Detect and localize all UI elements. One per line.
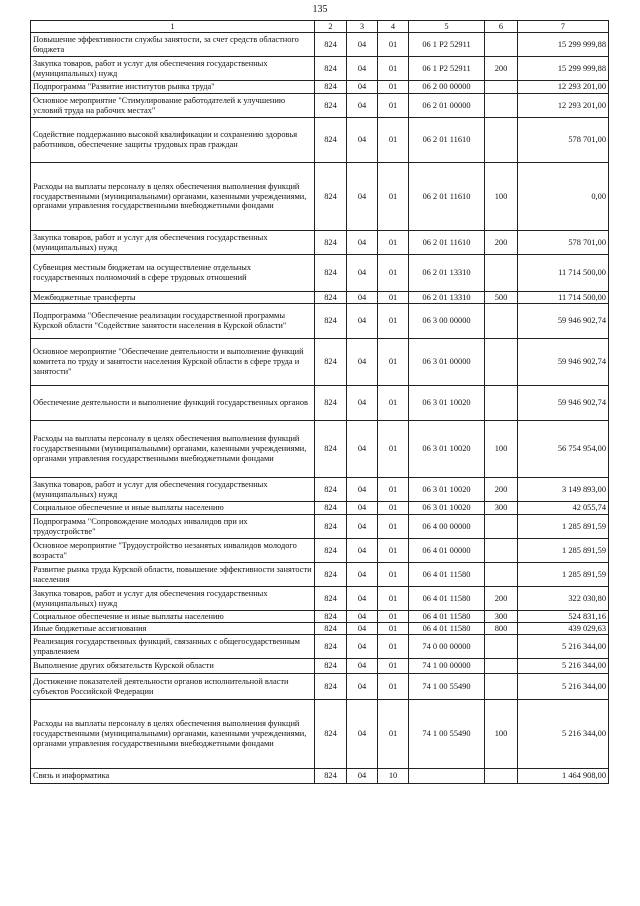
table-row	[31, 57, 609, 81]
expense-type-code	[485, 81, 518, 94]
expense-type-code: 100	[485, 421, 518, 478]
expense-type-code	[485, 339, 518, 386]
header-cell: 2	[315, 21, 347, 33]
expense-type-code: 200	[485, 231, 518, 255]
section-code: 04	[347, 57, 378, 81]
department-code: 824	[315, 515, 347, 539]
target-article-code: 06 2 01 13310	[409, 292, 485, 304]
section-code: 04	[347, 421, 378, 478]
table-row	[31, 231, 609, 255]
subsection-code: 01	[378, 700, 409, 769]
table-row	[31, 623, 609, 635]
expense-type-code	[485, 515, 518, 539]
section-code: 04	[347, 231, 378, 255]
header-cell: 3	[347, 21, 378, 33]
amount: 524 831,16	[518, 611, 609, 623]
department-code: 824	[315, 231, 347, 255]
table-row	[31, 635, 609, 659]
section-code: 04	[347, 700, 378, 769]
amount: 11 714 500,00	[518, 255, 609, 292]
amount: 12 293 201,00	[518, 81, 609, 94]
section-code: 04	[347, 292, 378, 304]
expense-name: Развитие рынка труда Курской области, повышение эффективности занятости населения	[31, 563, 315, 587]
amount: 1 285 891,59	[518, 563, 609, 587]
department-code: 824	[315, 478, 347, 502]
expense-name: Связь и информатика	[31, 769, 315, 784]
section-code: 04	[347, 255, 378, 292]
amount: 15 299 999,88	[518, 33, 609, 57]
subsection-code: 01	[378, 611, 409, 623]
amount: 1 285 891,59	[518, 539, 609, 563]
subsection-code: 01	[378, 623, 409, 635]
expense-type-code	[485, 659, 518, 674]
expense-type-code	[485, 769, 518, 784]
department-code: 824	[315, 611, 347, 623]
subsection-code: 01	[378, 674, 409, 700]
table-row	[31, 539, 609, 563]
target-article-code: 06 4 01 00000	[409, 539, 485, 563]
subsection-code: 01	[378, 478, 409, 502]
target-article-code: 06 2 01 11610	[409, 231, 485, 255]
expense-type-code: 300	[485, 611, 518, 623]
expense-name: Подпрограмма "Обеспечение реализации государственной программы Курской области "Содействие занятости населения в Курской области"	[31, 304, 315, 339]
target-article-code: 06 4 01 11580	[409, 587, 485, 611]
amount: 578 701,00	[518, 118, 609, 163]
header-cell: 7	[518, 21, 609, 33]
target-article-code: 06 3 00 00000	[409, 304, 485, 339]
section-code: 04	[347, 611, 378, 623]
expense-name: Основное мероприятие "Трудоустройство незанятых инвалидов молодого возраста"	[31, 539, 315, 563]
section-code: 04	[347, 33, 378, 57]
section-code: 04	[347, 623, 378, 635]
subsection-code: 01	[378, 163, 409, 231]
target-article-code: 06 2 01 00000	[409, 94, 485, 118]
subsection-code: 01	[378, 563, 409, 587]
section-code: 04	[347, 386, 378, 421]
section-code: 04	[347, 539, 378, 563]
amount: 56 754 954,00	[518, 421, 609, 478]
department-code: 824	[315, 33, 347, 57]
expense-name: Основное мероприятие "Стимулирование работодателей к улучшению условий труда на рабочих местах"	[31, 94, 315, 118]
subsection-code: 01	[378, 231, 409, 255]
target-article-code: 74 1 00 00000	[409, 659, 485, 674]
expense-type-code: 800	[485, 623, 518, 635]
department-code: 824	[315, 587, 347, 611]
subsection-code: 01	[378, 304, 409, 339]
table-row	[31, 674, 609, 700]
expense-name: Содействие поддержанию высокой квалификации и сохранению здоровья работников, обеспечение защиты трудовых прав граждан	[31, 118, 315, 163]
expense-type-code: 500	[485, 292, 518, 304]
section-code: 04	[347, 94, 378, 118]
table-row	[31, 421, 609, 478]
expense-name: Подпрограмма "Развитие институтов рынка труда"	[31, 81, 315, 94]
department-code: 824	[315, 81, 347, 94]
expense-type-code: 200	[485, 478, 518, 502]
table-row	[31, 118, 609, 163]
expense-type-code	[485, 563, 518, 587]
expense-name: Закупка товаров, работ и услуг для обеспечения государственных (муниципальных) нужд	[31, 57, 315, 81]
department-code: 824	[315, 502, 347, 515]
expense-name: Закупка товаров, работ и услуг для обеспечения государственных (муниципальных) нужд	[31, 231, 315, 255]
target-article-code: 06 2 00 00000	[409, 81, 485, 94]
amount: 0,00	[518, 163, 609, 231]
section-code: 04	[347, 304, 378, 339]
target-article-code: 06 3 01 10020	[409, 502, 485, 515]
expense-name: Социальное обеспечение и иные выплаты населению	[31, 611, 315, 623]
table-row	[31, 700, 609, 769]
subsection-code: 01	[378, 118, 409, 163]
budget-table	[30, 20, 609, 784]
subsection-code: 01	[378, 33, 409, 57]
expense-type-code	[485, 635, 518, 659]
amount: 322 030,80	[518, 587, 609, 611]
amount: 1 285 891,59	[518, 515, 609, 539]
department-code: 824	[315, 57, 347, 81]
target-article-code: 06 3 01 10020	[409, 386, 485, 421]
target-article-code: 74 1 00 55490	[409, 674, 485, 700]
target-article-code: 06 3 01 10020	[409, 478, 485, 502]
expense-name: Расходы на выплаты персоналу в целях обеспечения выполнения функций государственными (муниципальными) органами, казенными учреждениями, органами управления государственными внебюджетными фондами	[31, 163, 315, 231]
amount: 3 149 893,00	[518, 478, 609, 502]
department-code: 824	[315, 623, 347, 635]
section-code: 04	[347, 515, 378, 539]
department-code: 824	[315, 421, 347, 478]
expense-name: Закупка товаров, работ и услуг для обеспечения государственных (муниципальных) нужд	[31, 478, 315, 502]
table-row	[31, 611, 609, 623]
table-row	[31, 163, 609, 231]
header-row	[31, 21, 609, 33]
header-cell: 4	[378, 21, 409, 33]
table-row	[31, 81, 609, 94]
subsection-code: 01	[378, 515, 409, 539]
amount: 42 055,74	[518, 502, 609, 515]
amount: 1 464 908,00	[518, 769, 609, 784]
department-code: 824	[315, 539, 347, 563]
section-code: 04	[347, 635, 378, 659]
table-row	[31, 304, 609, 339]
department-code: 824	[315, 339, 347, 386]
expense-name: Межбюджетные трансферты	[31, 292, 315, 304]
expense-name: Подпрограмма "Сопровождение молодых инвалидов при их трудоустройстве"	[31, 515, 315, 539]
department-code: 824	[315, 769, 347, 784]
target-article-code: 06 4 00 00000	[409, 515, 485, 539]
expense-type-code: 300	[485, 502, 518, 515]
subsection-code: 01	[378, 635, 409, 659]
section-code: 04	[347, 339, 378, 386]
expense-name: Расходы на выплаты персоналу в целях обеспечения выполнения функций государственными (муниципальными) органами, казенными учреждениями, органами управления государственными внебюджетными фондами	[31, 421, 315, 478]
amount: 5 216 344,00	[518, 674, 609, 700]
target-article-code: 06 2 01 11610	[409, 163, 485, 231]
expense-name: Основное мероприятие "Обеспечение деятельности и выполнение функций комитета по труду и занятости населения Курской области в сфере труда и занятости"	[31, 339, 315, 386]
table-row	[31, 515, 609, 539]
department-code: 824	[315, 674, 347, 700]
amount: 59 946 902,74	[518, 304, 609, 339]
expense-type-code	[485, 94, 518, 118]
section-code: 04	[347, 478, 378, 502]
table-row	[31, 659, 609, 674]
expense-name: Повышение эффективности службы занятости, за счет средств областного бюджета	[31, 33, 315, 57]
expense-type-code: 200	[485, 57, 518, 81]
header-cell: 1	[31, 21, 315, 33]
table-row	[31, 587, 609, 611]
target-article-code: 06 4 01 11580	[409, 611, 485, 623]
expense-type-code	[485, 674, 518, 700]
page-number: 135	[312, 4, 328, 15]
header-cell: 6	[485, 21, 518, 33]
amount: 15 299 999,88	[518, 57, 609, 81]
expense-name: Достижение показателей деятельности органов исполнительной власти субъектов Российской Федерации	[31, 674, 315, 700]
subsection-code: 01	[378, 539, 409, 563]
department-code: 824	[315, 118, 347, 163]
department-code: 824	[315, 563, 347, 587]
table-row	[31, 386, 609, 421]
amount: 59 946 902,74	[518, 339, 609, 386]
table-row	[31, 94, 609, 118]
expense-type-code	[485, 118, 518, 163]
target-article-code: 06 4 01 11580	[409, 563, 485, 587]
table-row	[31, 563, 609, 587]
expense-type-code: 100	[485, 700, 518, 769]
target-article-code: 06 1 P2 52911	[409, 33, 485, 57]
target-article-code: 74 0 00 00000	[409, 635, 485, 659]
amount: 5 216 344,00	[518, 659, 609, 674]
table-row	[31, 339, 609, 386]
section-code: 04	[347, 563, 378, 587]
section-code: 04	[347, 81, 378, 94]
expense-name: Закупка товаров, работ и услуг для обеспечения государственных (муниципальных) нужд	[31, 587, 315, 611]
header-cell: 5	[409, 21, 485, 33]
table-row	[31, 255, 609, 292]
subsection-code: 01	[378, 659, 409, 674]
target-article-code: 06 2 01 11610	[409, 118, 485, 163]
section-code: 04	[347, 659, 378, 674]
expense-name: Иные бюджетные ассигнования	[31, 623, 315, 635]
department-code: 824	[315, 304, 347, 339]
department-code: 824	[315, 386, 347, 421]
expense-name: Расходы на выплаты персоналу в целях обеспечения выполнения функций государственными (муниципальными) органами, казенными учреждениями, органами управления государственными внебюджетными фондами	[31, 700, 315, 769]
subsection-code: 10	[378, 769, 409, 784]
subsection-code: 01	[378, 57, 409, 81]
expense-type-code	[485, 539, 518, 563]
target-article-code: 06 3 01 10020	[409, 421, 485, 478]
target-article-code: 06 3 01 00000	[409, 339, 485, 386]
table-row	[31, 478, 609, 502]
amount: 439 029,63	[518, 623, 609, 635]
section-code: 04	[347, 502, 378, 515]
target-article-code	[409, 769, 485, 784]
expense-type-code	[485, 33, 518, 57]
expense-name: Субвенция местным бюджетам на осуществление отдельных государственных полномочий в сфере трудовых отношений	[31, 255, 315, 292]
section-code: 04	[347, 118, 378, 163]
expense-type-code: 200	[485, 587, 518, 611]
table-row	[31, 292, 609, 304]
expense-name: Социальное обеспечение и иные выплаты населению	[31, 502, 315, 515]
expense-type-code	[485, 386, 518, 421]
subsection-code: 01	[378, 421, 409, 478]
expense-type-code: 100	[485, 163, 518, 231]
amount: 5 216 344,00	[518, 700, 609, 769]
table-row	[31, 502, 609, 515]
subsection-code: 01	[378, 587, 409, 611]
target-article-code: 74 1 00 55490	[409, 700, 485, 769]
section-code: 04	[347, 163, 378, 231]
expense-type-code	[485, 304, 518, 339]
subsection-code: 01	[378, 81, 409, 94]
amount: 12 293 201,00	[518, 94, 609, 118]
subsection-code: 01	[378, 255, 409, 292]
table-row	[31, 33, 609, 57]
subsection-code: 01	[378, 292, 409, 304]
expense-type-code	[485, 255, 518, 292]
amount: 59 946 902,74	[518, 386, 609, 421]
expense-name: Реализация государственных функций, связанных с общегосударственным управлением	[31, 635, 315, 659]
target-article-code: 06 1 P2 52911	[409, 57, 485, 81]
amount: 5 216 344,00	[518, 635, 609, 659]
expense-name: Выполнение других обязательств Курской области	[31, 659, 315, 674]
department-code: 824	[315, 635, 347, 659]
subsection-code: 01	[378, 386, 409, 421]
section-code: 04	[347, 769, 378, 784]
department-code: 824	[315, 163, 347, 231]
amount: 578 701,00	[518, 231, 609, 255]
amount: 11 714 500,00	[518, 292, 609, 304]
department-code: 824	[315, 292, 347, 304]
subsection-code: 01	[378, 94, 409, 118]
section-code: 04	[347, 587, 378, 611]
target-article-code: 06 4 01 11580	[409, 623, 485, 635]
department-code: 824	[315, 700, 347, 769]
expense-name: Обеспечение деятельности и выполнение функций государственных органов	[31, 386, 315, 421]
subsection-code: 01	[378, 502, 409, 515]
department-code: 824	[315, 94, 347, 118]
department-code: 824	[315, 255, 347, 292]
subsection-code: 01	[378, 339, 409, 386]
section-code: 04	[347, 674, 378, 700]
target-article-code: 06 2 01 13310	[409, 255, 485, 292]
department-code: 824	[315, 659, 347, 674]
table-row	[31, 769, 609, 784]
